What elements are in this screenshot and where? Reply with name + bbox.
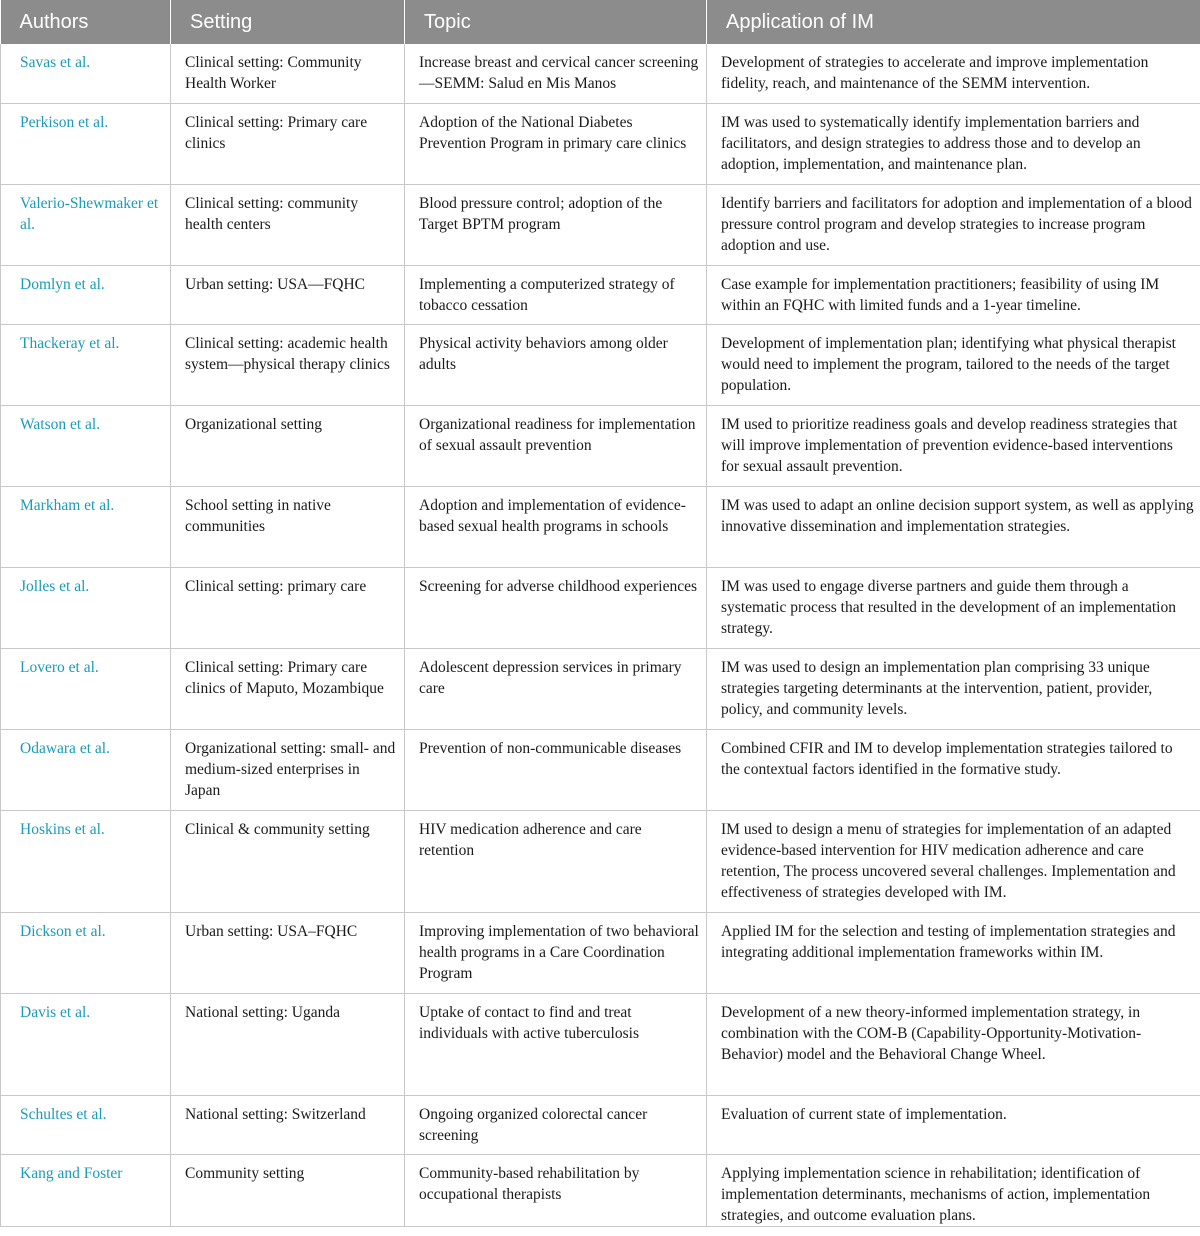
cell-setting: Organizational setting: small- and medium-sized enterprises in Japan bbox=[171, 729, 405, 810]
cell-topic: HIV medication adherence and care retention bbox=[405, 810, 707, 912]
cell-setting: Clinical setting: Primary care clinics bbox=[171, 103, 405, 184]
table-header bbox=[1, 0, 1200, 44]
cell-application: IM used to design a menu of strategies for implementation of an adapted evidence-based intervention for HIV medication adherence and care retention, The process uncovered several challenges. Implementation and effectiveness of strategies developed with IM. bbox=[707, 810, 1200, 912]
cell-application: Evaluation of current state of implementation. bbox=[707, 1095, 1200, 1154]
cell-setting: Clinical setting: academic health system—physical therapy clinics bbox=[171, 324, 405, 405]
cell-topic: Uptake of contact to find and treat individuals with active tuberculosis bbox=[405, 993, 707, 1095]
cell-application: IM was used to adapt an online decision support system, as well as applying innovative dissemination and implementation strategies. bbox=[707, 486, 1200, 567]
cell-author[interactable]: Watson et al. bbox=[1, 405, 171, 486]
cell-author[interactable]: Markham et al. bbox=[1, 486, 171, 567]
cell-application: IM was used to systematically identify implementation barriers and facilitators, and design strategies to address those and to develop an adoption, implementation, and maintenance plan. bbox=[707, 103, 1200, 184]
table-row bbox=[1, 729, 1200, 810]
cell-setting: Clinical setting: Community Health Worker bbox=[171, 44, 405, 103]
cell-topic: Increase breast and cervical cancer screening—SEMM: Salud en Mis Manos bbox=[405, 44, 707, 103]
table-row bbox=[1, 44, 1200, 103]
cell-application: Applying implementation science in rehabilitation; identification of implementation determinants, mechanisms of action, implementation strategies, and outcome evaluation plans. bbox=[707, 1154, 1200, 1227]
cell-author[interactable]: Dickson et al. bbox=[1, 912, 171, 993]
cell-author[interactable]: Perkison et al. bbox=[1, 103, 171, 184]
cell-application: Combined CFIR and IM to develop implementation strategies tailored to the contextual factors identified in the formative study. bbox=[707, 729, 1200, 810]
cell-author[interactable]: Davis et al. bbox=[1, 993, 171, 1095]
cell-application: IM used to prioritize readiness goals and develop readiness strategies that will improve implementation of prevention evidence-based interventions for sexual assault prevention. bbox=[707, 405, 1200, 486]
cell-topic: Adolescent depression services in primary care bbox=[405, 648, 707, 729]
cell-author[interactable]: Savas et al. bbox=[1, 44, 171, 103]
cell-setting: Urban setting: USA—FQHC bbox=[171, 265, 405, 324]
cell-application: IM was used to design an implementation plan comprising 33 unique strategies targeting determinants at the intervention, patient, provider, policy, and community levels. bbox=[707, 648, 1200, 729]
cell-topic: Community-based rehabilitation by occupational therapists bbox=[405, 1154, 707, 1227]
cell-application: Development of a new theory-informed implementation strategy, in combination with the COM-B (Capability-Opportunity-Motivation-Behavior) model and the Behavioral Change Wheel. bbox=[707, 993, 1200, 1095]
table-row bbox=[1, 810, 1200, 912]
cell-topic: Ongoing organized colorectal cancer screening bbox=[405, 1095, 707, 1154]
table-row bbox=[1, 265, 1200, 324]
table-row bbox=[1, 405, 1200, 486]
cell-topic: Prevention of non-communicable diseases bbox=[405, 729, 707, 810]
table-row bbox=[1, 912, 1200, 993]
cell-author[interactable]: Thackeray et al. bbox=[1, 324, 171, 405]
cell-setting: National setting: Switzerland bbox=[171, 1095, 405, 1154]
cell-setting: National setting: Uganda bbox=[171, 993, 405, 1095]
cell-application: Development of implementation plan; identifying what physical therapist would need to implement the program, tailored to the needs of the target population. bbox=[707, 324, 1200, 405]
cell-setting: Clinical & community setting bbox=[171, 810, 405, 912]
cell-setting: Urban setting: USA–FQHC bbox=[171, 912, 405, 993]
cell-application: Identify barriers and facilitators for adoption and implementation of a blood pressure control program and develop strategies to increase program adoption and use. bbox=[707, 184, 1200, 265]
cell-topic: Organizational readiness for implementation of sexual assault prevention bbox=[405, 405, 707, 486]
cell-author[interactable]: Odawara et al. bbox=[1, 729, 171, 810]
cell-author[interactable]: Kang and Foster bbox=[1, 1154, 171, 1227]
cell-topic: Physical activity behaviors among older adults bbox=[405, 324, 707, 405]
header-authors: Authors bbox=[1, 0, 171, 44]
cell-setting: Community setting bbox=[171, 1154, 405, 1227]
table-row bbox=[1, 1154, 1200, 1227]
table-row bbox=[1, 324, 1200, 405]
cell-topic: Screening for adverse childhood experiences bbox=[405, 567, 707, 648]
cell-author[interactable]: Jolles et al. bbox=[1, 567, 171, 648]
table-row bbox=[1, 184, 1200, 265]
header-topic: Topic bbox=[405, 0, 707, 44]
cell-topic: Blood pressure control; adoption of the Target BPTM program bbox=[405, 184, 707, 265]
table-body bbox=[1, 44, 1200, 1227]
cell-author[interactable]: Lovero et al. bbox=[1, 648, 171, 729]
table-row bbox=[1, 486, 1200, 567]
cell-application: Applied IM for the selection and testing of implementation strategies and integrating additional implementation frameworks within IM. bbox=[707, 912, 1200, 993]
cell-author[interactable]: Domlyn et al. bbox=[1, 265, 171, 324]
table-row bbox=[1, 1095, 1200, 1154]
cell-application: IM was used to engage diverse partners and guide them through a systematic process that resulted in the development of an implementation strategy. bbox=[707, 567, 1200, 648]
header-setting: Setting bbox=[171, 0, 405, 44]
cell-topic: Implementing a computerized strategy of tobacco cessation bbox=[405, 265, 707, 324]
cell-author[interactable]: Hoskins et al. bbox=[1, 810, 171, 912]
cell-author[interactable]: Valerio-Shewmaker et al. bbox=[1, 184, 171, 265]
cell-setting: Organizational setting bbox=[171, 405, 405, 486]
cell-topic: Improving implementation of two behavioral health programs in a Care Coordination Program bbox=[405, 912, 707, 993]
cell-setting: Clinical setting: Primary care clinics of Maputo, Mozambique bbox=[171, 648, 405, 729]
table-row bbox=[1, 993, 1200, 1095]
cell-topic: Adoption and implementation of evidence-based sexual health programs in schools bbox=[405, 486, 707, 567]
cell-setting: Clinical setting: primary care bbox=[171, 567, 405, 648]
table-row bbox=[1, 103, 1200, 184]
cell-application: Case example for implementation practitioners; feasibility of using IM within an FQHC with limited funds and a 1-year timeline. bbox=[707, 265, 1200, 324]
header-application: Application of IM bbox=[707, 0, 1200, 44]
cell-topic: Adoption of the National Diabetes Prevention Program in primary care clinics bbox=[405, 103, 707, 184]
header-row bbox=[1, 0, 1200, 44]
table-row bbox=[1, 648, 1200, 729]
cell-author[interactable]: Schultes et al. bbox=[1, 1095, 171, 1154]
table-row bbox=[1, 567, 1200, 648]
cell-setting: School setting in native communities bbox=[171, 486, 405, 567]
cell-setting: Clinical setting: community health centers bbox=[171, 184, 405, 265]
cell-application: Development of strategies to accelerate and improve implementation fidelity, reach, and maintenance of the SEMM intervention. bbox=[707, 44, 1200, 103]
